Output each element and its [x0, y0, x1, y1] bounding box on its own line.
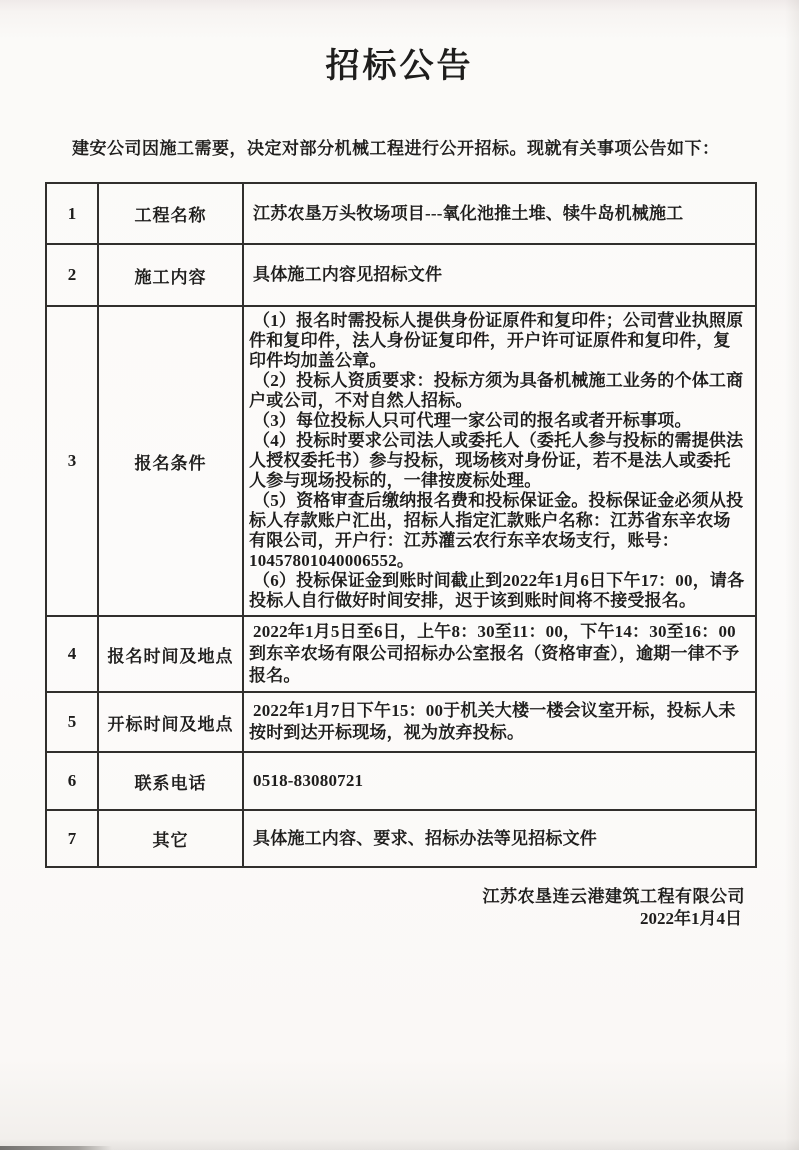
issue-date: 2022年1月4日: [640, 909, 742, 928]
row-content: [243, 752, 756, 810]
content-paragraph: （6）投标保证金到账时间截止到2022年1月6日下午17：00，请各投标人自行做好时间安排，迟于该到账时间将不接受报名。: [249, 571, 745, 610]
content-paragraph: 2022年1月5日至6日，上午8：30至11：00，下午14：30至16：00到东辛农场有限公司招标办公室报名（资格审查），逾期一律不予报名。: [249, 622, 740, 685]
row-label: 施工内容: [98, 244, 243, 306]
row-label: 工程名称: [98, 183, 243, 244]
row-content: [243, 183, 756, 244]
row-number: 2: [46, 244, 98, 306]
row-content: [243, 306, 756, 616]
row-number: 1: [46, 183, 98, 244]
row-content: [243, 616, 756, 692]
row-content: [243, 692, 756, 752]
content-paragraph: 具体施工内容见招标文件: [253, 265, 443, 284]
content-paragraph: 0518-83080721: [253, 771, 364, 790]
content-paragraph: （5）资格审查后缴纳报名费和投标保证金。投标保证金必须从投标人存款账户汇出，招标人指定汇款账户名称：江苏省东辛农场有限公司，开户行：江苏灌云农行东辛农场支行，账号：10457801040006552。: [249, 491, 744, 570]
table-row: [46, 306, 756, 616]
content-paragraph: （3）每位投标人只可代理一家公司的报名或者开标事项。: [253, 411, 692, 430]
row-label: 联系电话: [98, 752, 243, 810]
signature-block: [0, 886, 799, 929]
row-label: 开标时间及地点: [98, 692, 243, 752]
content-paragraph: 江苏农垦万头牧场项目---氧化池推土堆、犊牛岛机械施工: [253, 203, 684, 223]
announcement-table: [45, 182, 757, 868]
content-paragraph: （1）报名时需投标人提供身份证原件和复印件；公司营业执照原件和复印件，法人身份证复印件，开户许可证原件和复印件，复印件均加盖公章。: [249, 311, 744, 370]
row-content: [243, 810, 756, 867]
issuer-company-name: 江苏农垦连云港建筑工程有限公司: [482, 887, 745, 906]
content-paragraph: （4）投标时要求公司法人或委托人（委托人参与投标的需提供法人授权委托书）参与投标，现场核对身份证，若不是法人或委托人参与现场投标的，一律按废标处理。: [249, 431, 744, 490]
content-paragraph: 2022年1月7日下午15：00于机关大楼一楼会议室开标，投标人未按时到达开标现场，视为放弃投标。: [249, 701, 736, 742]
table-row: [46, 616, 756, 692]
row-content: [243, 244, 756, 306]
row-number: 5: [46, 692, 98, 752]
content-paragraph: 具体施工内容、要求、招标办法等见招标文件: [253, 828, 597, 848]
row-label: 报名时间及地点: [98, 616, 243, 692]
row-number: 7: [46, 810, 98, 867]
table-row: [46, 810, 756, 867]
table-row: [46, 752, 756, 810]
page-title: 招标公告: [325, 48, 474, 85]
row-number: 3: [46, 306, 98, 616]
scan-edge-artifact: [0, 1146, 112, 1150]
table-row: [46, 244, 756, 306]
intro-paragraph: 建安公司因施工需要，决定对部分机械工程进行公开招标。现就有关事项公告如下：: [72, 139, 720, 158]
table-row: [46, 183, 756, 244]
row-number: 4: [46, 616, 98, 692]
row-number: 6: [46, 752, 98, 810]
content-paragraph: （2）投标人资质要求：投标方须为具备机械施工业务的个体工商户或公司，不对自然人招标。: [249, 371, 744, 410]
row-label: 报名条件: [98, 306, 243, 616]
table-row: [46, 692, 756, 752]
row-label: 其它: [98, 810, 243, 867]
